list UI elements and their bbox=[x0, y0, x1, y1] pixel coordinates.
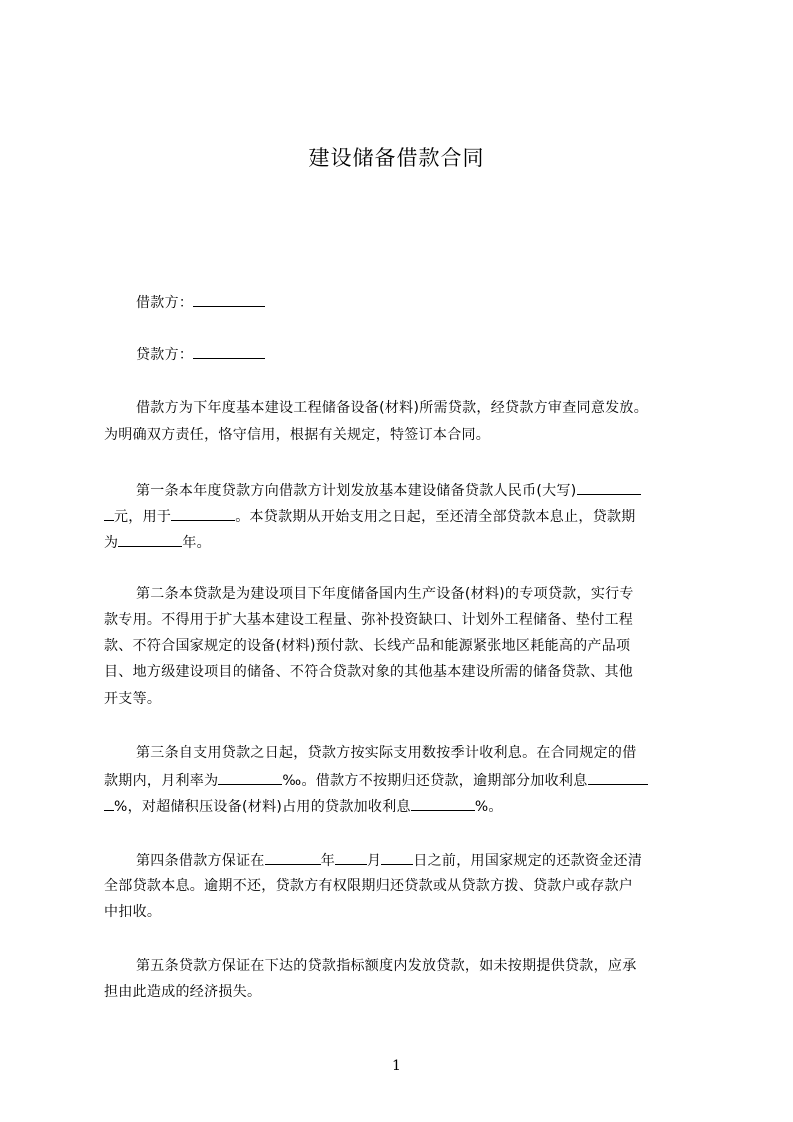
overstock-rate-blank bbox=[411, 795, 475, 811]
preamble-line-1: 借款方为下年度基本建设工程储备设备(材料)所需贷款，经贷款方审查同意发放。 bbox=[136, 400, 649, 416]
article3-text-2a: 款期内，月利率为 bbox=[104, 773, 219, 789]
article1-line-1 bbox=[136, 479, 641, 501]
term-years-blank bbox=[118, 531, 182, 547]
article1-line-3 bbox=[104, 531, 211, 553]
article1-text-2: 元，用于 bbox=[114, 509, 172, 525]
article3-line-3 bbox=[104, 795, 503, 817]
monthly-rate-blank bbox=[218, 769, 282, 785]
article2-line-2: 款专用。不得用于扩大基本建设工程量、弥补投资缺口、计划外工程储备、垫付工程 bbox=[104, 612, 634, 628]
article4-text-1b: 年 bbox=[320, 853, 336, 869]
amount-blank-continued bbox=[104, 505, 114, 521]
purpose-blank bbox=[171, 505, 235, 521]
article4-text-1c: 月 bbox=[367, 853, 382, 869]
lender-line bbox=[136, 343, 265, 365]
article5-line-1: 第五条贷款方保证在下达的贷款指标额度内发放贷款，如未按期提供贷款，应承 bbox=[136, 958, 637, 974]
article3-line-2 bbox=[104, 769, 648, 791]
amount-blank bbox=[577, 479, 641, 495]
article3-line-1: 第三条自支用贷款之日起，贷款方按实际支用数按季计收利息。在合同规定的借 bbox=[136, 745, 637, 761]
article1-line-2 bbox=[104, 505, 636, 527]
article3-text-3a: %，对超储积压设备(材料)占用的贷款加收利息 bbox=[114, 799, 411, 815]
lender-label: 贷款方： bbox=[136, 347, 194, 363]
borrower-blank bbox=[193, 291, 265, 307]
article4-line-2: 全部贷款本息。逾期不还，贷款方有权限期归还贷款或从贷款方拨、贷款户或存款户 bbox=[104, 878, 634, 894]
article2-line-3: 款、不符合国家规定的设备(材料)预付款、长线产品和能源紧张地区耗能高的产品项 bbox=[104, 638, 631, 654]
borrower-label: 借款方： bbox=[136, 295, 194, 311]
article1-text-1: 第一条本年度贷款方向借款方计划发放基本建设储备贷款人民币(大写) bbox=[136, 483, 577, 499]
article2-line-4: 目、地方级建设项目的储备、不符合贷款对象的其他基本建设所需的储备贷款、其他 bbox=[104, 664, 634, 680]
repay-day-blank bbox=[381, 849, 413, 865]
article4-line-3: 中扣收。 bbox=[104, 904, 162, 920]
article1-text-3: 。本贷款期从开始支用之日起，至还清全部贷款本息止，贷款期 bbox=[235, 509, 636, 525]
page-title: 建设储备借款合同 bbox=[308, 146, 485, 170]
article3-text-3b: %。 bbox=[474, 799, 503, 815]
overdue-rate-blank bbox=[588, 769, 648, 785]
repay-month-blank bbox=[335, 849, 367, 865]
overdue-rate-blank-continued bbox=[104, 795, 114, 811]
article4-text-1d: 日之前，用国家规定的还款资金还清 bbox=[413, 853, 643, 869]
lender-blank bbox=[193, 343, 265, 359]
page-number: 1 bbox=[392, 1058, 401, 1074]
article5-line-2: 担由此造成的经济损失。 bbox=[104, 984, 262, 1000]
repay-year-blank bbox=[265, 849, 321, 865]
article1-text-5: 年。 bbox=[182, 535, 211, 551]
borrower-line bbox=[136, 291, 265, 313]
article3-text-2b: ‰。借款方不按期归还贷款，逾期部分加收利息 bbox=[282, 773, 588, 789]
preamble-line-2: 为明确双方责任，恪守信用，根据有关规定，特签订本合同。 bbox=[104, 427, 491, 443]
article2-line-1: 第二条本贷款是为建设项目下年度储备国内生产设备(材料)的专项贷款，实行专 bbox=[136, 586, 634, 602]
article1-text-4: 为 bbox=[104, 535, 119, 551]
article2-line-5: 开支等。 bbox=[104, 691, 162, 707]
article4-line-1 bbox=[136, 849, 642, 871]
article4-text-1a: 第四条借款方保证在 bbox=[136, 853, 265, 869]
